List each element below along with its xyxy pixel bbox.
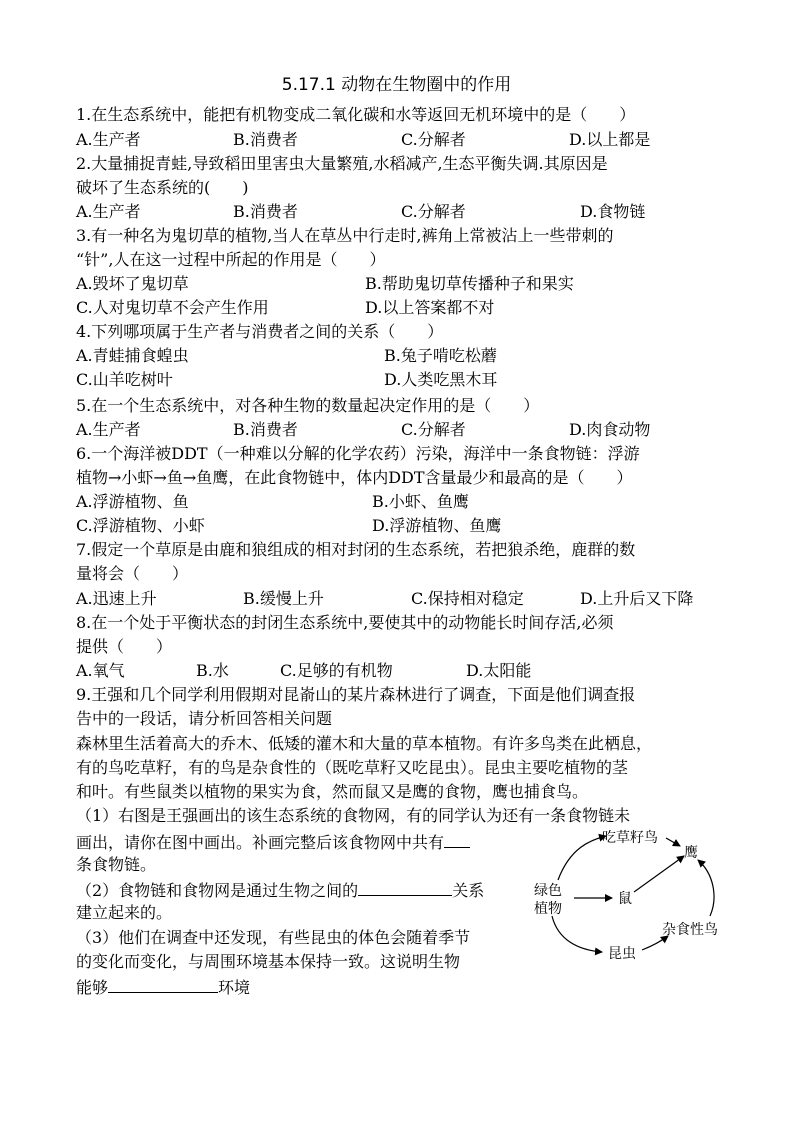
q7-option-b: B.缓慢上升 xyxy=(243,589,324,608)
q7-option-d: D.上升后又下降 xyxy=(580,589,694,608)
q9-sub2-suffix: 关系 xyxy=(452,881,485,900)
node-insect: 昆虫 xyxy=(608,946,636,962)
arrow-seed-bird-to-eagle xyxy=(666,838,680,846)
q8-option-d: D.太阳能 xyxy=(466,661,532,680)
q1-stem: 1.在生态系统中，能把有机物变成二氧化碳和水等返回无机环境中的是（ ） xyxy=(76,105,636,124)
q1-option-b: B.消费者 xyxy=(233,130,298,149)
q9-sub3-text: 能够 xyxy=(76,978,109,997)
q8-stem-line1: 8.在一个处于平衡状态的封闭生态系统中,要使其中的动物能长时间存活,必须 xyxy=(76,613,614,632)
q9-stem-line2: 告中的一段话，请分析回答相关问题 xyxy=(76,709,333,728)
q9-passage-line3: 和叶。有些鼠类以植物的果实为食，然而鼠又是鹰的食物，鹰也捕食鸟。 xyxy=(76,782,589,801)
q9-passage-line1: 森林里生活着高大的乔木、低矮的灌木和大量的草本植物。有许多鸟类在此栖息， xyxy=(76,734,653,753)
q4-option-a: A.青蛙捕食蝗虫 xyxy=(76,346,189,365)
answer-blank-relation[interactable] xyxy=(358,879,452,896)
q2-option-d: D.食物链 xyxy=(580,202,646,221)
q9-sub2-line2: 建立起来的。 xyxy=(76,903,173,922)
q9-sub1-line2 xyxy=(76,831,470,853)
q5-option-d: D.肉食动物 xyxy=(569,420,651,439)
q2-option-a: A.生产者 xyxy=(76,202,141,221)
q9-sub1-text: 画出，请你在图中画出。补画完整后该食物网中共有 xyxy=(76,833,445,852)
q9-sub2-text: （2）食物链和食物网是通过生物之间的 xyxy=(76,881,359,900)
q1-option-a: A.生产者 xyxy=(76,130,141,149)
q2-option-b: B.消费者 xyxy=(233,202,298,221)
q3-option-b: B.帮助鬼切草传播种子和果实 xyxy=(365,274,574,293)
q1-option-c: C.分解者 xyxy=(401,130,466,149)
q6-option-a: A.浮游植物、鱼 xyxy=(76,492,189,511)
q9-sub1-line3: 条食物链。 xyxy=(76,855,157,874)
q3-option-a: A.毁坏了鬼切草 xyxy=(76,274,189,293)
arrow-insect-to-omnivore xyxy=(642,936,668,950)
q6-option-b: B.小虾、鱼鹰 xyxy=(372,492,469,511)
node-eagle: 鹰 xyxy=(684,845,698,861)
q3-stem-line1: 3.有一种名为鬼切草的植物,当人在草丛中行走时,裤角上常被沾上一些带刺的 xyxy=(76,226,614,245)
page-title: 5.17.1 动物在生物圈中的作用 xyxy=(281,75,512,95)
q3-stem-line2: “针”,人在这一过程中所起的作用是（ ） xyxy=(76,250,386,269)
node-plant-line1: 绿色 xyxy=(534,883,562,899)
q5-stem: 5.在一个生态系统中，对各种生物的数量起决定作用的是（ ） xyxy=(76,396,540,415)
arrow-plant-to-seed-bird xyxy=(558,836,606,880)
q9-sub2-line1 xyxy=(76,879,484,901)
q6-option-d: D.浮游植物、鱼鹰 xyxy=(372,516,502,535)
answer-blank-chain-count[interactable] xyxy=(444,831,470,848)
arrow-mouse-to-eagle xyxy=(634,856,684,892)
q3-option-c: C.人对鬼切草不会产生作用 xyxy=(76,298,269,317)
q6-stem-line2: 植物→小虾→鱼→鱼鹰，在此食物链中，体内DDT含量最少和最高的是（ ） xyxy=(76,468,633,487)
q9-sub3-suffix: 环境 xyxy=(218,978,251,997)
q5-option-a: A.生产者 xyxy=(76,420,141,439)
q8-stem-line2: 提供（ ） xyxy=(76,637,173,656)
q7-stem-line2: 量将会（ ） xyxy=(76,564,189,583)
q6-option-c: C.浮游植物、小虾 xyxy=(76,516,205,535)
q8-option-a: A.氧气 xyxy=(76,661,125,680)
q3-option-d: D.以上答案都不对 xyxy=(365,298,495,317)
q7-option-c: C.保持相对稳定 xyxy=(411,589,524,608)
arrow-omnivore-to-eagle xyxy=(698,860,714,916)
node-plant-line2: 植物 xyxy=(534,901,562,917)
q8-option-c: C.足够的有机物 xyxy=(280,661,393,680)
q9-passage-line2: 有的鸟吃草籽，有的鸟是杂食性的（既吃草籽又吃昆虫）。昆虫主要吃植物的茎 xyxy=(76,758,629,777)
q9-sub3-line2: 的变化而变化，与周围环境基本保持一致。这说明生物 xyxy=(76,952,461,971)
q4-option-b: B.兔子啃吃松蘑 xyxy=(384,346,497,365)
q5-option-c: C.分解者 xyxy=(401,420,466,439)
node-omnivore-bird: 杂食性鸟 xyxy=(662,922,718,938)
q9-sub3-line3 xyxy=(76,976,250,998)
node-mouse: 鼠 xyxy=(618,891,632,907)
q4-stem: 4.下列哪项属于生产者与消费者之间的关系（ ） xyxy=(76,322,444,341)
food-web-diagram xyxy=(528,818,738,978)
q9-stem-line1: 9.王强和几个同学利用假期对昆嵛山的某片森林进行了调查，下面是他们调查报 xyxy=(76,685,636,704)
q4-option-c: C.山羊吃树叶 xyxy=(76,370,173,389)
q1-option-d: D.以上都是 xyxy=(569,130,651,149)
q2-option-c: C.分解者 xyxy=(401,202,466,221)
node-seed-bird: 吃草籽鸟 xyxy=(602,830,658,846)
q9-sub1-line1: （1）右图是王强画出的该生态系统的食物网，有的同学认为还有一条食物链未 xyxy=(76,806,631,825)
q7-stem-line1: 7.假定一个草原是由鹿和狼组成的相对封闭的生态系统，若把狼杀绝，鹿群的数 xyxy=(76,540,636,559)
q5-option-b: B.消费者 xyxy=(233,420,298,439)
q4-option-d: D.人类吃黑木耳 xyxy=(384,370,498,389)
q7-option-a: A.迅速上升 xyxy=(76,589,157,608)
answer-blank-adapt[interactable] xyxy=(108,976,218,993)
arrow-plant-to-insect xyxy=(552,916,602,952)
q8-option-b: B.水 xyxy=(196,661,229,680)
q9-sub3-line1: （3）他们在调查中还发现，有些昆虫的体色会随着季节 xyxy=(76,928,471,947)
q6-stem-line1: 6.一个海洋被DDT（一种难以分解的化学农药）污染，海洋中一条食物链：浮游 xyxy=(76,444,640,463)
q2-stem-line1: 2.大量捕捉青蛙,导致稻田里害虫大量繁殖,水稻减产,生态平衡失调.其原因是 xyxy=(76,154,608,173)
q2-stem-line2: 破坏了生态系统的( ) xyxy=(76,178,249,197)
